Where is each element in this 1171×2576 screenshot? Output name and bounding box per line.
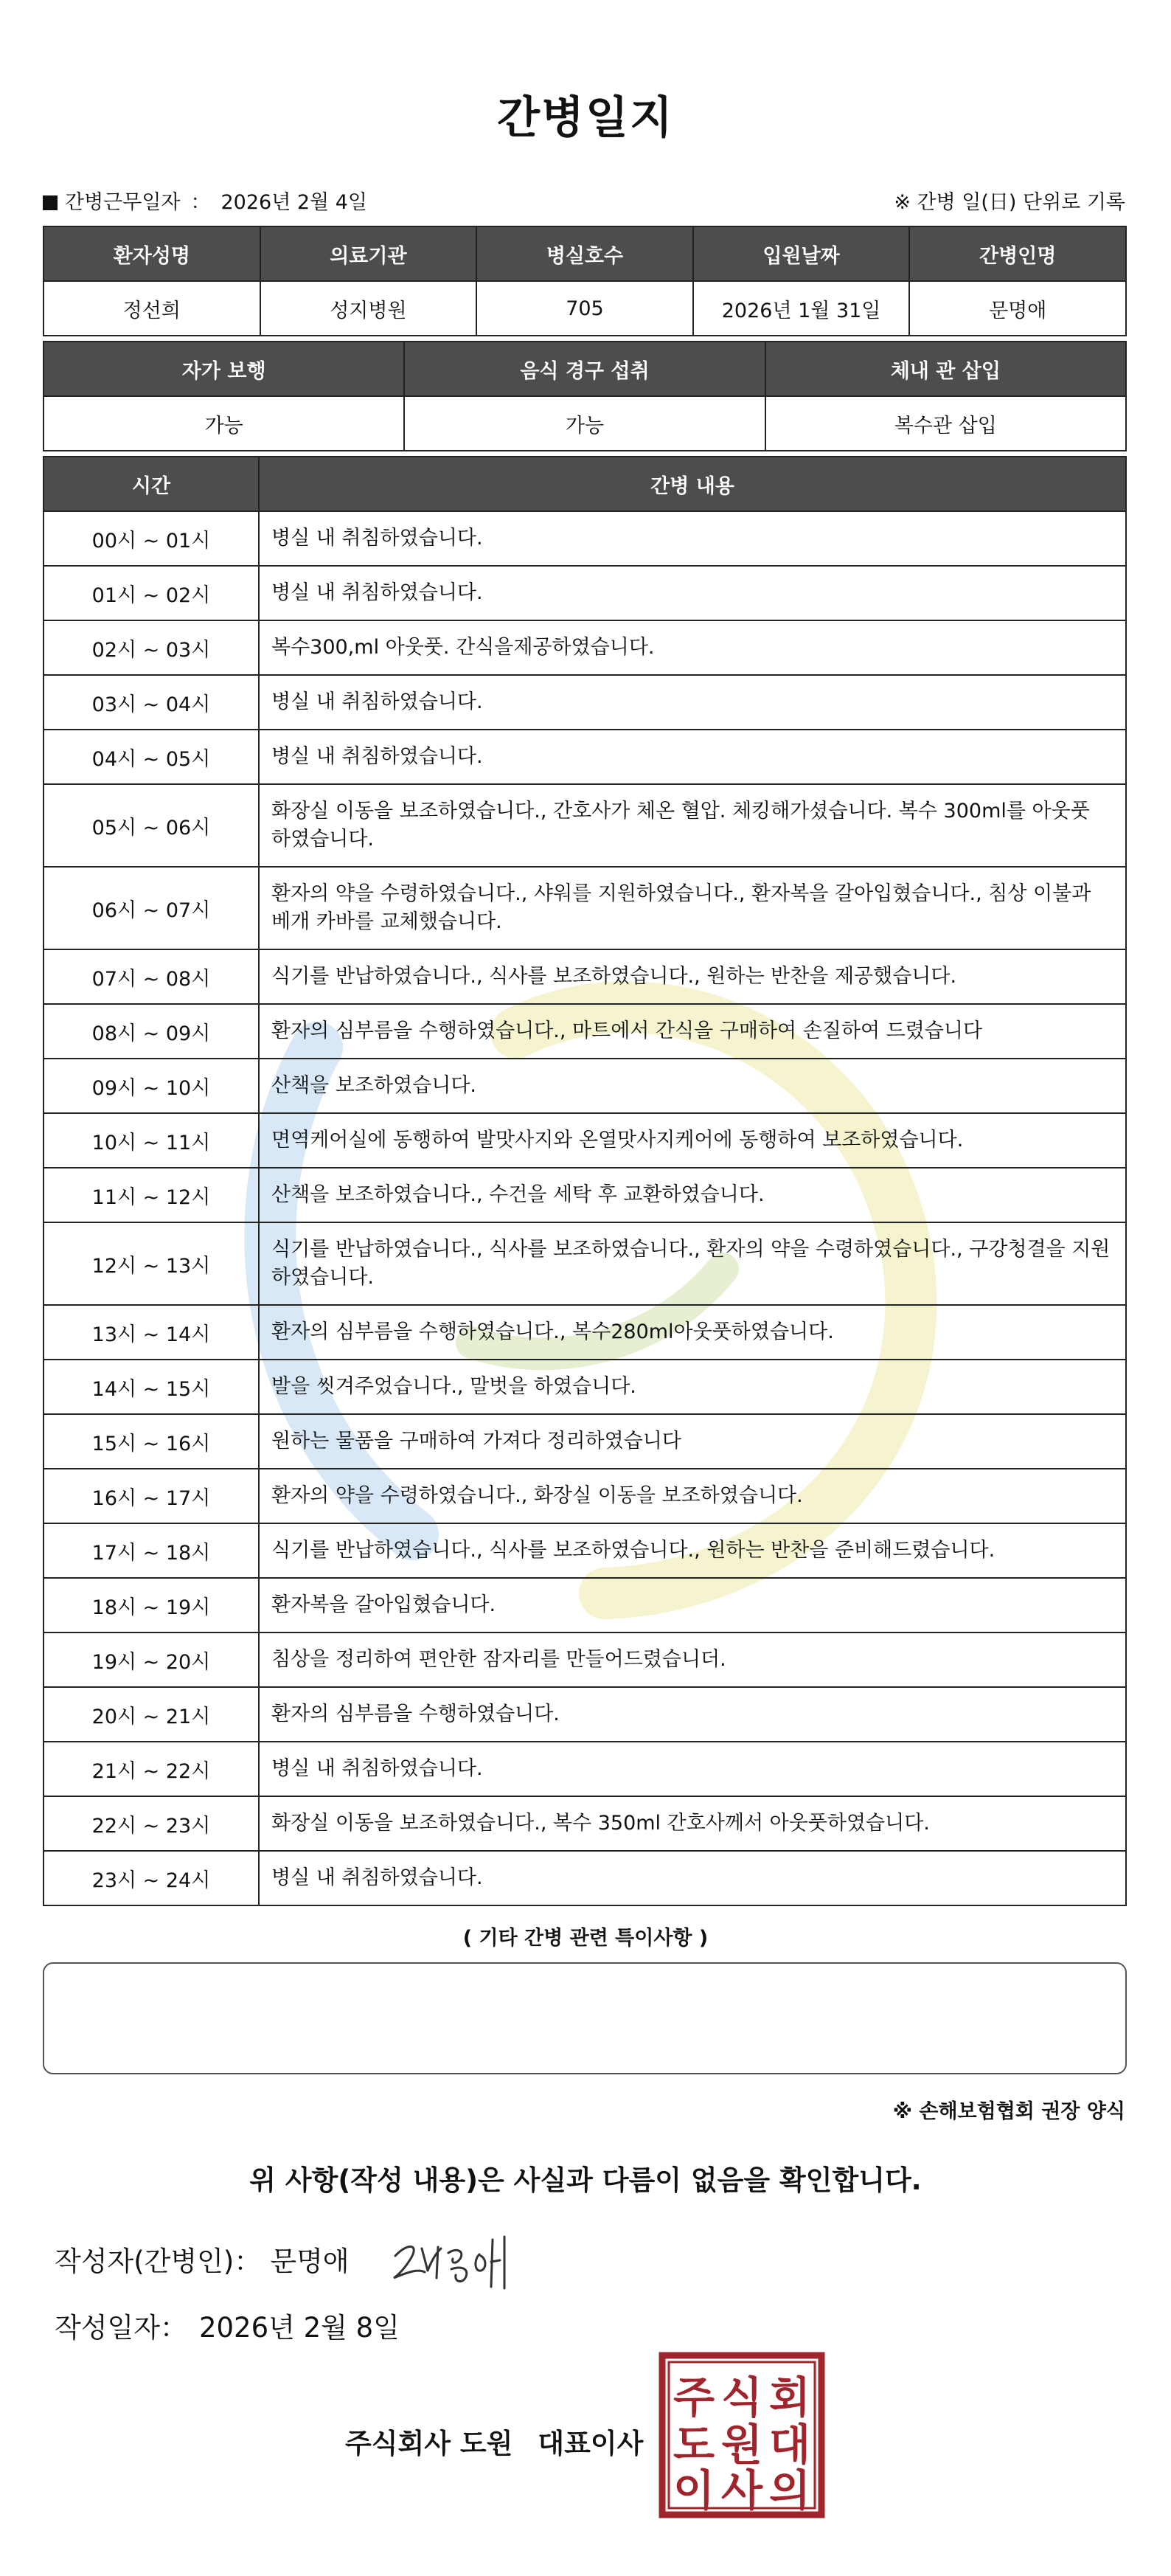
- care-log-row: [44, 1414, 1126, 1469]
- care-log-table: [43, 456, 1127, 1906]
- patient-info-header-row: [44, 226, 1126, 281]
- log-time: 20시 ~ 21시: [44, 1687, 259, 1742]
- care-log-row: [44, 1523, 1126, 1578]
- hospital-name: 성지병원: [260, 281, 477, 336]
- log-content: 병실 내 취침하였습니다.: [259, 675, 1126, 730]
- care-log-row: [44, 1222, 1126, 1305]
- log-time: 09시 ~ 10시: [44, 1059, 259, 1113]
- care-log-row: [44, 1632, 1126, 1687]
- log-time: 02시 ~ 03시: [44, 620, 259, 675]
- care-log-row: [44, 675, 1126, 730]
- care-log-row: [44, 1469, 1126, 1523]
- log-content: 병실 내 취침하였습니다.: [259, 1851, 1126, 1905]
- header-oral-intake: 음식 경구 섭취: [404, 342, 765, 396]
- care-log-row: [44, 511, 1126, 566]
- log-time: 21시 ~ 22시: [44, 1742, 259, 1796]
- log-time: 03시 ~ 04시: [44, 675, 259, 730]
- care-log-header-row: [44, 457, 1126, 511]
- care-log-row: [44, 1851, 1126, 1905]
- log-content: 면역케어실에 동행하여 발맛사지와 온열맛사지케어에 동행하여 보조하였습니다.: [259, 1113, 1126, 1168]
- header-caregiver-name: 간병인명: [909, 226, 1126, 281]
- svg-text:주: 주: [673, 2372, 715, 2423]
- header-admission-date: 입원날짜: [693, 226, 910, 281]
- log-content: 화장실 이동을 보조하였습니다., 복수 350ml 간호사께서 아웃풋하였습니다.: [259, 1796, 1126, 1851]
- log-content: 환자의 심부름을 수행하였습니다., 복수280ml아웃풋하였습니다.: [259, 1305, 1126, 1360]
- log-time: 00시 ~ 01시: [44, 511, 259, 566]
- log-content: 침상을 정리하여 편안한 잠자리를 만들어드렸습니더.: [259, 1632, 1126, 1687]
- log-time: 05시 ~ 06시: [44, 784, 259, 867]
- log-content: 식기를 반납하였습니다., 식사를 보조하였습니다., 원하는 반찬을 준비해드렸습니다.: [259, 1523, 1126, 1578]
- handwritten-signature: [389, 2226, 515, 2293]
- company-seal-stamp: [659, 2352, 825, 2518]
- writer-colon: ：: [234, 2246, 262, 2277]
- room-number: 705: [476, 281, 693, 336]
- care-log-row: [44, 1796, 1126, 1851]
- log-content: 원하는 물품을 구매하여 가져다 정리하였습니다: [259, 1414, 1126, 1469]
- log-time: 16시 ~ 17시: [44, 1469, 259, 1523]
- svg-text:식: 식: [720, 2372, 763, 2423]
- company-name: 주식회사 도원: [345, 2428, 513, 2459]
- writer-label: 작성자(간병인): [55, 2246, 234, 2277]
- header-time: 시간: [44, 457, 259, 511]
- care-log-row: [44, 1687, 1126, 1742]
- log-time: 10시 ~ 11시: [44, 1113, 259, 1168]
- recommend-note: ※ 손해보험협회 권장 양식: [892, 2100, 1125, 2123]
- log-content: 환자의 심부름을 수행하였습니다.: [259, 1687, 1126, 1742]
- log-time: 14시 ~ 15시: [44, 1360, 259, 1414]
- svg-text:회: 회: [768, 2372, 811, 2423]
- log-content: 복수300,ml 아웃풋. 간식을제공하였습니다.: [259, 620, 1126, 675]
- log-time: 11시 ~ 12시: [44, 1168, 259, 1222]
- record-unit-note: ※ 간병 일(日) 단위로 기록: [894, 191, 1125, 214]
- care-log-row: [44, 620, 1126, 675]
- writer-line: [55, 2239, 350, 2279]
- patient-name: 정선희: [44, 281, 260, 336]
- confirmation-statement: 위 사항(작성 내용)은 사실과 다름이 없음을 확인합니다.: [249, 2164, 922, 2196]
- svg-text:의: 의: [768, 2465, 811, 2516]
- care-log-row: [44, 1742, 1126, 1796]
- log-time: 06시 ~ 07시: [44, 867, 259, 949]
- admission-date: 2026년 1월 31일: [693, 281, 910, 336]
- square-bullet-icon: [43, 195, 58, 210]
- tube-insertion-value: 복수관 삽입: [765, 396, 1126, 451]
- caregiver-name: 문명애: [909, 281, 1126, 336]
- log-content: 발을 씻겨주었습니다., 말벗을 하였습니다.: [259, 1360, 1126, 1414]
- work-date-label: 간병근무일자: [65, 191, 181, 214]
- patient-info-value-row: [44, 281, 1126, 336]
- log-time: 07시 ~ 08시: [44, 949, 259, 1004]
- care-log-row: [44, 1360, 1126, 1414]
- walking-value: 가능: [44, 396, 404, 451]
- work-date: [43, 186, 367, 215]
- patient-condition-table: [43, 341, 1127, 451]
- oral-intake-value: 가능: [404, 396, 765, 451]
- log-time: 22시 ~ 23시: [44, 1796, 259, 1851]
- header-tube-insertion: 체내 관 삽입: [765, 342, 1126, 396]
- log-content: 환자복을 갈아입혔습니다.: [259, 1578, 1126, 1632]
- care-log-row: [44, 1305, 1126, 1360]
- svg-text:도: 도: [673, 2420, 715, 2470]
- care-log-row: [44, 730, 1126, 784]
- care-log-row: [44, 784, 1126, 867]
- log-time: 18시 ~ 19시: [44, 1578, 259, 1632]
- svg-text:사: 사: [720, 2465, 763, 2516]
- company-line: [345, 2421, 643, 2461]
- document-title: 간병일지: [497, 92, 674, 144]
- log-content: 화장실 이동을 보조하였습니다., 간호사가 체온 혈압. 체킹해가셨습니다. 복수 300ml를 아웃풋 하였습니다.: [259, 784, 1126, 867]
- log-time: 17시 ~ 18시: [44, 1523, 259, 1578]
- care-log-row: [44, 1168, 1126, 1222]
- care-log-row: [44, 867, 1126, 949]
- written-date-colon: ：: [159, 2312, 187, 2344]
- svg-text:이: 이: [673, 2465, 715, 2516]
- log-time: 04시 ~ 05시: [44, 730, 259, 784]
- care-log-row: [44, 1004, 1126, 1059]
- care-log-body: [44, 511, 1126, 1905]
- log-time: 13시 ~ 14시: [44, 1305, 259, 1360]
- log-content: 산책을 보조하였습니다., 수건을 세탁 후 교환하였습니다.: [259, 1168, 1126, 1222]
- notes-title: ( 기타 간병 관련 특이사항 ): [462, 1927, 709, 1950]
- log-content: 식기를 반납하였습니다., 식사를 보조하였습니다., 환자의 약을 수령하였습니다., 구강청결을 지원하였습니다.: [259, 1222, 1126, 1305]
- header-room: 병실호수: [476, 226, 693, 281]
- condition-value-row: [44, 396, 1126, 451]
- writer-name: 문명애: [270, 2246, 350, 2277]
- log-time: 08시 ~ 09시: [44, 1004, 259, 1059]
- log-content: 환자의 약을 수령하였습니다., 화장실 이동을 보조하였습니다.: [259, 1469, 1126, 1523]
- log-content: 식기를 반납하였습니다., 식사를 보조하였습니다., 원하는 반찬을 제공했습니다.: [259, 949, 1126, 1004]
- log-content: 병실 내 취침하였습니다.: [259, 566, 1126, 620]
- care-log-row: [44, 1113, 1126, 1168]
- log-time: 19시 ~ 20시: [44, 1632, 259, 1687]
- log-content: 환자의 심부름을 수행하였습니다., 마트에서 간식을 구매하여 손질하여 드렸습니다: [259, 1004, 1126, 1059]
- log-time: 23시 ~ 24시: [44, 1851, 259, 1905]
- written-date-label: 작성일자: [55, 2312, 160, 2344]
- svg-text:원: 원: [720, 2420, 763, 2470]
- svg-text:대: 대: [768, 2420, 811, 2470]
- header-care-content: 간병 내용: [259, 457, 1126, 511]
- care-log-row: [44, 1578, 1126, 1632]
- patient-info-table: [43, 226, 1127, 336]
- log-content: 병실 내 취침하였습니다.: [259, 511, 1126, 566]
- condition-header-row: [44, 342, 1126, 396]
- log-content: 산책을 보조하였습니다.: [259, 1059, 1126, 1113]
- header-walking: 자가 보행: [44, 342, 404, 396]
- header-patient-name: 환자성명: [44, 226, 260, 281]
- care-log-row: [44, 949, 1126, 1004]
- work-date-value: 2026년 2월 4일: [220, 191, 367, 214]
- log-content: 병실 내 취침하였습니다.: [259, 730, 1126, 784]
- log-time: 15시 ~ 16시: [44, 1414, 259, 1469]
- log-content: 환자의 약을 수령하였습니다., 샤워를 지원하였습니다., 환자복을 갈아입혔습니다., 침상 이불과 베개 카바를 교체했습니다.: [259, 867, 1126, 949]
- special-notes-box[interactable]: [43, 1962, 1127, 2074]
- care-log-row: [44, 1059, 1126, 1113]
- log-content: 병실 내 취침하였습니다.: [259, 1742, 1126, 1796]
- written-date-value: 2026년 2월 8일: [198, 2312, 400, 2344]
- meta-row: [43, 186, 1125, 215]
- work-date-colon: ：: [190, 191, 211, 214]
- header-hospital: 의료기관: [260, 226, 477, 281]
- care-log-row: [44, 566, 1126, 620]
- log-time: 12시 ~ 13시: [44, 1222, 259, 1305]
- log-time: 01시 ~ 02시: [44, 566, 259, 620]
- company-role: 대표이사: [538, 2428, 644, 2459]
- written-date-line: [55, 2305, 400, 2345]
